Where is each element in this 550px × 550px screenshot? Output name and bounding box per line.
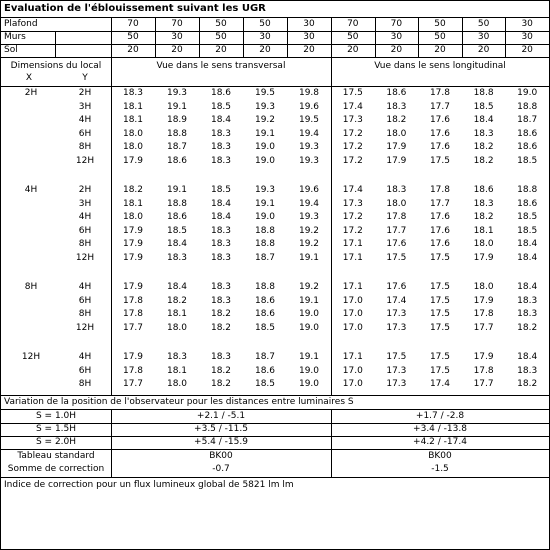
ugr-value: 18.2 [210, 379, 232, 390]
ugr-value: 18.0 [122, 142, 144, 153]
ugr-value: 18.1 [166, 365, 188, 376]
ugr-value: 17.7 [122, 322, 144, 333]
ugr-value: 19.3 [298, 142, 320, 153]
reflectance-value: 70 [127, 19, 139, 29]
standard-table-label: Tableau standard [17, 451, 95, 461]
ugr-value: 18.5 [517, 225, 538, 236]
ugr-value: 17.3 [386, 322, 407, 333]
ugr-value: 18.0 [473, 239, 494, 250]
ugr-value: 17.9 [386, 156, 407, 166]
ugr-value: 17.5 [342, 88, 363, 98]
ugr-value: 17.6 [429, 128, 450, 139]
variation-title: Variation de la position de l'observateur pour les distances entre luminaires S [4, 397, 354, 407]
ugr-value: 17.3 [342, 115, 363, 126]
ugr-value: 17.5 [429, 322, 450, 333]
column-line [287, 17, 288, 57]
column-line [243, 17, 244, 57]
ugr-value: 18.4 [210, 212, 232, 223]
ugr-value: 19.2 [298, 282, 320, 292]
reflectance-value: 50 [347, 32, 359, 42]
room-x-label: 4H [24, 185, 38, 195]
ugr-value: 17.8 [429, 88, 450, 98]
ugr-value: 18.7 [166, 142, 188, 153]
reflectance-value: 30 [521, 32, 533, 42]
reflectance-value: 20 [521, 45, 533, 55]
ugr-value: 17.9 [473, 295, 494, 306]
ugr-value: 19.3 [254, 101, 276, 112]
ugr-value: 17.9 [122, 253, 144, 263]
ugr-value: 17.4 [386, 295, 407, 306]
reflectance-value: 30 [303, 32, 315, 42]
variation-label: S = 2.0H [35, 437, 77, 447]
ugr-value: 18.4 [517, 282, 538, 292]
ugr-value: 18.3 [210, 282, 232, 292]
ugr-value: 18.8 [254, 282, 276, 292]
ugr-value: 18.3 [166, 352, 188, 362]
ugr-value: 18.5 [254, 379, 276, 390]
ugr-value: 17.7 [429, 101, 450, 112]
room-y-label: 4H [78, 282, 92, 292]
ugr-value: 17.6 [429, 239, 450, 250]
room-y-label: 3H [78, 198, 92, 209]
ugr-value: 18.3 [210, 128, 232, 139]
column-line [331, 31, 332, 395]
ugr-value: 18.2 [473, 212, 494, 223]
room-y-label: 2H [78, 88, 92, 98]
ugr-value: 17.5 [429, 156, 450, 166]
ugr-value: 19.3 [298, 212, 320, 223]
ugr-value: 18.3 [166, 253, 188, 263]
ugr-value: 17.1 [342, 282, 363, 292]
ugr-value: 18.6 [473, 185, 494, 195]
reflectance-value: 20 [347, 45, 359, 55]
ugr-value: 17.3 [386, 365, 407, 376]
ugr-value: 19.4 [298, 198, 320, 209]
ugr-value: 18.6 [517, 198, 538, 209]
reflectance-value: 20 [127, 45, 139, 55]
ugr-value: 18.9 [166, 115, 188, 126]
ugr-value: 17.4 [429, 379, 450, 390]
room-y-label: 4H [78, 115, 92, 126]
ugr-value: 18.4 [166, 239, 188, 250]
ugr-value: 18.0 [473, 282, 494, 292]
ugr-value: 18.6 [517, 128, 538, 139]
column-line [55, 31, 56, 44]
variation-transverse: +3.5 / -11.5 [194, 424, 248, 434]
ugr-value: 19.2 [254, 115, 276, 126]
ugr-value: 17.9 [473, 352, 494, 362]
room-y-label: 6H [78, 225, 92, 236]
ugr-value: 18.5 [517, 212, 538, 223]
ugr-value: 18.3 [210, 352, 232, 362]
ugr-value: 18.5 [517, 156, 538, 166]
ugr-value: 17.6 [386, 282, 407, 292]
ugr-value: 17.8 [429, 185, 450, 195]
variation-label: S = 1.5H [35, 424, 77, 434]
ugr-value: 18.1 [473, 225, 494, 236]
ugr-value: 17.7 [386, 225, 407, 236]
ugr-value: 18.3 [517, 295, 538, 306]
reflectance-value: 30 [303, 19, 315, 29]
ugr-value: 17.6 [429, 115, 450, 126]
room-y-label: 6H [78, 365, 92, 376]
ugr-value: 17.5 [429, 365, 450, 376]
ugr-value: 17.3 [386, 379, 407, 390]
ugr-value: 17.6 [429, 225, 450, 236]
ugr-value: 18.0 [386, 128, 407, 139]
ugr-value: 18.7 [254, 253, 276, 263]
page-title: Evaluation de l'éblouissement suivant les UGR [4, 3, 266, 14]
variation-longitudinal: +4.2 / -17.4 [413, 437, 467, 447]
room-y-label: 8H [78, 309, 92, 320]
ugr-value: 18.5 [166, 225, 188, 236]
room-y-label: 3H [78, 101, 92, 112]
ugr-value: 18.4 [517, 253, 538, 263]
reflectance-label: Murs [4, 32, 26, 42]
ugr-value: 19.0 [254, 142, 276, 153]
ugr-value: 18.0 [122, 212, 144, 223]
reflectance-value: 50 [127, 32, 139, 42]
reflectance-value: 30 [521, 19, 533, 29]
ugr-value: 17.2 [342, 212, 363, 223]
ugr-value: 18.2 [210, 309, 232, 320]
ugr-value: 18.0 [122, 128, 144, 139]
ugr-value: 17.2 [342, 128, 363, 139]
ugr-value: 18.2 [386, 115, 407, 126]
ugr-value: 17.5 [429, 309, 450, 320]
room-y-label: 6H [78, 128, 92, 139]
ugr-value: 18.7 [517, 115, 538, 126]
rule-line [1, 477, 549, 478]
ugr-value: 18.2 [122, 185, 144, 195]
ugr-value: 18.2 [210, 365, 232, 376]
ugr-value: 17.0 [342, 322, 363, 333]
ugr-value: 19.5 [254, 88, 276, 98]
standard-table-transverse: BK00 [209, 451, 233, 461]
ugr-value: 17.2 [342, 156, 363, 166]
ugr-value: 19.1 [298, 352, 320, 362]
ugr-value: 19.2 [298, 225, 320, 236]
ugr-value: 18.8 [254, 239, 276, 250]
ugr-value: 18.1 [122, 198, 144, 209]
ugr-value: 18.6 [166, 156, 188, 166]
ugr-value: 17.1 [342, 239, 363, 250]
room-y-label: 12H [75, 253, 95, 263]
ugr-value: 19.4 [298, 128, 320, 139]
standard-table-longitudinal: BK00 [428, 451, 452, 461]
ugr-value: 17.4 [342, 101, 363, 112]
reflectance-label: Plafond [4, 19, 38, 29]
ugr-value: 19.0 [298, 379, 320, 390]
ugr-value: 17.7 [473, 379, 494, 390]
ugr-value: 17.5 [429, 295, 450, 306]
ugr-value: 18.3 [210, 225, 232, 236]
ugr-value: 18.7 [254, 352, 276, 362]
ugr-value: 18.2 [166, 295, 188, 306]
ugr-value: 18.8 [254, 225, 276, 236]
ugr-value: 18.2 [517, 379, 538, 390]
ugr-value: 19.3 [166, 88, 188, 98]
ugr-value: 17.9 [122, 352, 144, 362]
ugr-value: 17.5 [429, 352, 450, 362]
ugr-value: 18.6 [210, 88, 232, 98]
ugr-value: 17.3 [342, 198, 363, 209]
ugr-value: 18.2 [473, 142, 494, 153]
reflectance-value: 20 [434, 45, 446, 55]
room-y-label: 12H [75, 156, 95, 166]
ugr-value: 19.1 [298, 253, 320, 263]
ugr-value: 17.5 [429, 282, 450, 292]
ugr-value: 18.6 [254, 365, 276, 376]
reflectance-value: 30 [259, 32, 271, 42]
ugr-value: 17.4 [342, 185, 363, 195]
ugr-value: 18.5 [210, 101, 232, 112]
ugr-value: 18.3 [386, 185, 407, 195]
reflectance-value: 30 [477, 32, 490, 42]
ugr-value: 18.8 [166, 198, 188, 209]
ugr-value: 18.3 [517, 309, 538, 320]
ugr-value: 18.3 [210, 239, 232, 250]
ugr-value: 17.1 [342, 253, 363, 263]
ugr-value: 18.5 [473, 101, 494, 112]
reflectance-value: 70 [390, 19, 403, 29]
ugr-value: 18.5 [210, 185, 232, 195]
ugr-value: 19.0 [254, 212, 276, 223]
ugr-value: 17.8 [473, 309, 494, 320]
ugr-value: 18.6 [254, 295, 276, 306]
column-line [111, 31, 112, 395]
reflectance-value: 20 [171, 45, 183, 55]
ugr-value: 19.2 [298, 239, 320, 250]
reflectance-value: 50 [215, 32, 227, 42]
column-line [111, 17, 112, 57]
ugr-value: 17.8 [122, 365, 144, 376]
reflectance-value: 50 [477, 19, 490, 29]
ugr-value: 17.5 [386, 352, 407, 362]
column-line [155, 17, 156, 57]
ugr-value: 19.0 [298, 322, 320, 333]
dimensions-label: Dimensions du local [10, 61, 102, 71]
ugr-value: 18.8 [517, 185, 538, 195]
ugr-value: 17.7 [473, 322, 494, 333]
ugr-value: 18.3 [473, 128, 494, 139]
view-transverse-label: Vue dans le sens transversal [156, 61, 286, 71]
variation-longitudinal: +3.4 / -13.8 [413, 424, 467, 434]
variation-transverse: +5.4 / -15.9 [194, 437, 248, 447]
ugr-value: 19.1 [166, 185, 188, 195]
ugr-value: 19.0 [298, 309, 320, 320]
column-line [375, 17, 376, 57]
reflectance-value: 20 [477, 45, 490, 55]
ugr-value: 18.6 [254, 309, 276, 320]
ugr-value: 18.4 [517, 239, 538, 250]
reflectance-value: 50 [434, 32, 446, 42]
reflectance-value: 50 [434, 19, 446, 29]
correction-longitudinal: -1.5 [431, 464, 449, 474]
column-line [505, 17, 506, 57]
ugr-value: 17.5 [429, 253, 450, 263]
ugr-value: 19.6 [298, 185, 320, 195]
reflectance-value: 70 [171, 19, 183, 29]
correction-label: Somme de correction [7, 464, 105, 474]
reflectance-value: 20 [303, 45, 315, 55]
room-y-label: 4H [78, 212, 92, 223]
ugr-value: 18.0 [166, 322, 188, 333]
ugr-value: 17.0 [342, 365, 363, 376]
ugr-value: 17.8 [386, 212, 407, 223]
ugr-value: 18.3 [210, 156, 232, 166]
column-line [418, 17, 419, 57]
ugr-value: 17.0 [342, 295, 363, 306]
ugr-value: 19.5 [298, 115, 320, 126]
ugr-value: 18.8 [166, 128, 188, 139]
reflectance-value: 70 [347, 19, 359, 29]
x-label: X [25, 73, 33, 83]
ugr-value: 18.5 [254, 322, 276, 333]
ugr-value: 18.3 [210, 253, 232, 263]
reflectance-value: 30 [390, 32, 403, 42]
ugr-value: 17.8 [473, 365, 494, 376]
ugr-value: 19.0 [298, 365, 320, 376]
ugr-value: 19.1 [254, 128, 276, 139]
ugr-value: 17.2 [342, 142, 363, 153]
room-y-label: 12H [75, 322, 95, 333]
ugr-value: 17.7 [429, 198, 450, 209]
view-longitudinal-label: Vue dans le sens longitudinal [374, 61, 506, 71]
ugr-value: 19.1 [254, 198, 276, 209]
ugr-value: 17.9 [122, 156, 144, 166]
ugr-value: 19.1 [298, 295, 320, 306]
ugr-value: 17.6 [429, 142, 450, 153]
ugr-value: 17.9 [122, 225, 144, 236]
footer-note: Indice de correction pour un flux lumineux global de 5821 lm lm [4, 480, 294, 490]
room-x-label: 12H [21, 352, 41, 362]
ugr-value: 18.2 [210, 322, 232, 333]
ugr-value: 17.8 [122, 309, 144, 320]
ugr-value: 17.8 [122, 295, 144, 306]
ugr-value: 18.0 [166, 379, 188, 390]
ugr-value: 18.3 [210, 295, 232, 306]
ugr-value: 17.0 [342, 309, 363, 320]
ugr-value: 18.8 [473, 88, 494, 98]
ugr-value: 19.0 [517, 88, 538, 98]
correction-transverse: -0.7 [212, 464, 230, 474]
ugr-value: 18.3 [122, 88, 144, 98]
reflectance-value: 30 [171, 32, 183, 42]
ugr-value: 18.6 [517, 142, 538, 153]
ugr-value: 17.0 [342, 379, 363, 390]
ugr-value: 18.2 [517, 322, 538, 333]
ugr-value: 17.9 [122, 282, 144, 292]
ugr-value: 17.2 [342, 225, 363, 236]
ugr-value: 18.4 [473, 115, 494, 126]
ugr-value: 18.6 [166, 212, 188, 223]
ugr-value: 17.5 [386, 253, 407, 263]
ugr-value: 19.1 [166, 101, 188, 112]
ugr-value: 18.8 [517, 101, 538, 112]
variation-label: S = 1.0H [35, 411, 77, 421]
ugr-value: 18.1 [122, 101, 144, 112]
reflectance-label: Sol [4, 45, 18, 55]
ugr-value: 18.2 [473, 156, 494, 166]
ugr-value: 17.9 [122, 239, 144, 250]
rule-line [1, 57, 549, 58]
room-y-label: 8H [78, 379, 92, 390]
room-x-label: 2H [24, 88, 38, 98]
ugr-value: 17.3 [386, 309, 407, 320]
ugr-value: 18.3 [517, 365, 538, 376]
column-line [55, 44, 56, 57]
ugr-value: 18.1 [122, 115, 144, 126]
ugr-value: 19.0 [254, 156, 276, 166]
reflectance-value: 20 [259, 45, 271, 55]
ugr-value: 17.9 [386, 142, 407, 153]
ugr-value: 17.6 [429, 212, 450, 223]
ugr-value: 18.6 [386, 88, 407, 98]
room-x-label: 8H [24, 282, 38, 292]
room-y-label: 2H [78, 185, 92, 195]
ugr-value: 18.1 [166, 309, 188, 320]
ugr-value: 17.1 [342, 352, 363, 362]
reflectance-value: 20 [215, 45, 227, 55]
column-line [462, 17, 463, 57]
room-y-label: 8H [78, 239, 92, 250]
ugr-value: 17.9 [473, 253, 494, 263]
ugr-value: 18.3 [386, 101, 407, 112]
reflectance-value: 20 [390, 45, 403, 55]
y-label: Y [82, 73, 88, 83]
ugr-value: 19.3 [254, 185, 276, 195]
ugr-value: 19.6 [298, 101, 320, 112]
ugr-value: 18.4 [210, 115, 232, 126]
ugr-value: 18.4 [517, 352, 538, 362]
ugr-value: 19.3 [298, 156, 320, 166]
ugr-value: 18.0 [386, 198, 407, 209]
variation-longitudinal: +1.7 / -2.8 [415, 411, 465, 421]
ugr-value: 18.3 [210, 142, 232, 153]
column-line [199, 17, 200, 57]
ugr-value: 18.3 [473, 198, 494, 209]
room-y-label: 4H [78, 352, 92, 362]
variation-transverse: +2.1 / -5.1 [196, 411, 246, 421]
ugr-value: 19.8 [298, 88, 320, 98]
ugr-value: 17.7 [122, 379, 144, 390]
column-line [331, 17, 332, 57]
ugr-value: 17.6 [386, 239, 407, 250]
reflectance-value: 50 [259, 19, 271, 29]
ugr-value: 18.4 [210, 198, 232, 209]
room-y-label: 8H [78, 142, 92, 153]
room-y-label: 6H [78, 295, 92, 306]
reflectance-value: 50 [215, 19, 227, 29]
ugr-value: 18.4 [166, 282, 188, 292]
